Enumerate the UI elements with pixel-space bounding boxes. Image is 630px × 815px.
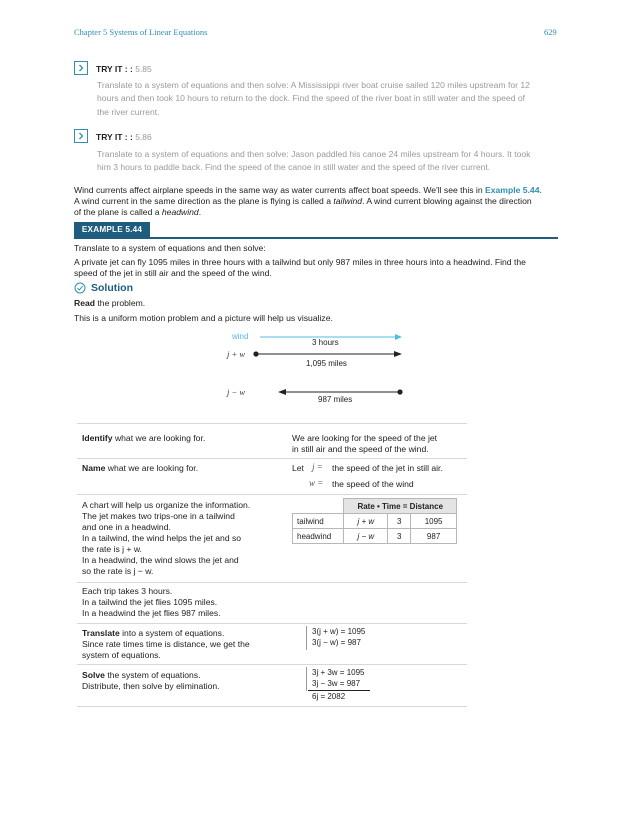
intro-text: Wind currents affect airplane speeds in the same way as water currents affect boat speeds. We'll see this in — [74, 185, 486, 195]
equation: 3j − 3w = 987 — [312, 679, 361, 688]
tailwind-term: tailwind — [333, 196, 363, 206]
headwind-arrowhead — [278, 389, 286, 395]
intro-text: . — [198, 207, 202, 217]
intro-text: . — [539, 185, 542, 195]
rate-time-distance-table — [292, 498, 457, 544]
table-cell: 3 — [388, 529, 411, 544]
identify-rest: what we are looking for. — [112, 433, 206, 443]
var-j: j = — [312, 462, 323, 472]
sum-equation: 6j = 2082 — [312, 692, 346, 701]
row-divider — [77, 458, 467, 459]
chart-line: In a headwind, the wind slows the jet and — [82, 555, 239, 565]
name-rest: what we are looking for. — [105, 463, 199, 473]
equation: 3(j − w) = 987 — [312, 638, 361, 647]
identify-answer-line: in still air and the speed of the wind. — [292, 444, 429, 454]
table-row — [293, 514, 457, 529]
try-it-line: Translate to a system of equations and then solve: A Mississippi river boat cruise sailed 120 miles upstream for 12 — [97, 80, 530, 90]
try-it-toggle-button[interactable] — [74, 61, 88, 75]
table-cell: tailwind — [293, 514, 344, 529]
wind-label: wind — [232, 332, 249, 341]
try-it-number: 5.85 — [135, 64, 152, 74]
solve-equations — [312, 667, 364, 689]
chart-line: A chart will help us organize the information. — [82, 500, 251, 510]
try-it-text — [97, 79, 557, 119]
var-w-definition: the speed of the wind — [332, 479, 414, 489]
system-brace — [306, 626, 307, 650]
try-it-line: him 3 hours to paddle back. Find the speed of the canoe in still water and the speed of the river current. — [97, 162, 491, 173]
solve-step — [82, 670, 220, 692]
solve-bold: Solve — [82, 670, 105, 680]
tailwind-rate-label: j + w — [227, 349, 246, 359]
try-it-number: 5.86 — [135, 132, 152, 142]
intro-text: A wind current in the same direction as the plane is flying is called a — [74, 196, 334, 206]
solve-rest: the system of equations. — [104, 670, 201, 680]
example-link[interactable]: Example 5.44 — [485, 185, 540, 195]
each-line: In a tailwind the jet flies 1095 miles. — [82, 597, 218, 607]
table-header-row — [293, 499, 457, 514]
try-it-line: the river current. — [97, 106, 160, 117]
name-step — [82, 463, 198, 474]
intro-text: . A wind current blowing against the direction — [362, 196, 532, 206]
chart-line: The jet makes two trips-one in a tailwind — [82, 511, 235, 521]
name-bold: Name — [82, 463, 106, 473]
table-cell: 987 — [411, 529, 457, 544]
translate-equations — [312, 626, 365, 648]
table-cell: j + w — [344, 514, 388, 529]
read-instruction — [74, 298, 145, 309]
tailwind-arrowhead — [394, 351, 402, 357]
system-brace — [306, 667, 307, 691]
chevron-right-icon — [77, 132, 85, 140]
row-divider — [77, 494, 467, 495]
intro-text: of the plane is called a — [74, 207, 162, 217]
try-it-label: TRY IT : : — [96, 64, 133, 74]
table-cell: 3 — [388, 514, 411, 529]
headwind-start-dot — [397, 389, 402, 394]
translate-step — [82, 628, 250, 661]
problem-line: speed of the jet in still air and the speed of the wind. — [74, 268, 272, 278]
let-word: Let — [292, 463, 304, 473]
try-it-line: Translate to a system of equations and then solve: Jason paddled his canoe 24 miles upstream for 4 hours. It took — [97, 149, 531, 159]
table-header: Rate • Time = Distance — [344, 499, 457, 514]
row-divider — [77, 623, 467, 624]
each-line: In a headwind the jet flies 987 miles. — [82, 608, 221, 618]
identify-answer-line: We are looking for the speed of the jet — [292, 433, 438, 443]
each-trip-step — [82, 586, 221, 619]
hours-label: 3 hours — [312, 338, 339, 347]
page-number: 629 — [544, 27, 557, 37]
each-line: Each trip takes 3 hours. — [82, 586, 173, 596]
example-prompt: Translate to a system of equations and then solve: — [74, 243, 266, 253]
headwind-term: headwind — [161, 207, 199, 217]
identify-bold: Identify — [82, 433, 113, 443]
visualize-text: This is a uniform motion problem and a picture will help us visualize. — [74, 313, 333, 323]
read-bold: Read — [74, 298, 96, 308]
chart-line: so the rate is j − w. — [82, 566, 154, 576]
example-divider — [74, 237, 558, 239]
equation: 3(j + w) = 1095 — [312, 627, 366, 636]
chevron-right-icon — [77, 64, 85, 72]
row-divider — [77, 664, 467, 665]
translate-rest: into a system of equations. — [119, 628, 225, 638]
problem-line: A private jet can fly 1095 miles in three hours with a tailwind but only 987 miles in three hours into a headwind. Find the — [74, 257, 526, 267]
tailwind-miles-label: 1,095 miles — [306, 359, 347, 368]
translate-line: Since rate times time is distance, we get the — [82, 639, 250, 649]
row-divider — [77, 582, 467, 583]
var-j-definition: the speed of the jet in still air. — [332, 463, 443, 473]
solve-line: Distribute, then solve by elimination. — [82, 681, 220, 691]
identify-step — [82, 433, 205, 444]
translate-bold: Translate — [82, 628, 120, 638]
chart-line: and one in a headwind. — [82, 522, 171, 532]
table-cell: headwind — [293, 529, 344, 544]
try-it-title — [96, 132, 152, 142]
chart-line: In a tailwind, the wind helps the jet and so — [82, 533, 242, 543]
row-divider — [77, 706, 467, 707]
table-row — [293, 529, 457, 544]
row-divider — [77, 423, 467, 424]
headwind-rate-label: j − w — [227, 387, 246, 397]
identify-answer — [292, 433, 437, 455]
try-it-text — [97, 148, 557, 175]
example-problem — [74, 257, 559, 279]
chart-line: the rate is j + w. — [82, 544, 142, 554]
example-label: EXAMPLE 5.44 — [74, 222, 150, 237]
try-it-label: TRY IT : : — [96, 132, 133, 142]
var-w: w = — [309, 478, 324, 488]
tailwind-start-dot — [253, 351, 258, 356]
try-it-title — [96, 64, 152, 74]
translate-line: system of equations. — [82, 650, 161, 660]
solution-title: Solution — [91, 282, 133, 294]
wind-arrowhead — [395, 334, 402, 340]
try-it-line: hours and then took 10 hours to return to the dock. Find the speed of the river boat in still water and the speed of — [97, 93, 526, 104]
check-circle-icon — [74, 282, 86, 294]
equation: 3j + 3w = 1095 — [312, 668, 365, 677]
chart-step — [82, 500, 250, 577]
try-it-toggle-button[interactable] — [74, 129, 88, 143]
read-rest: the problem. — [95, 298, 146, 308]
table-cell: 1095 — [411, 514, 457, 529]
chapter-title: Chapter 5 Systems of Linear Equations — [74, 27, 208, 37]
headwind-miles-label: 987 miles — [318, 395, 353, 404]
intro-paragraph — [74, 185, 559, 218]
table-cell: j − w — [344, 529, 388, 544]
